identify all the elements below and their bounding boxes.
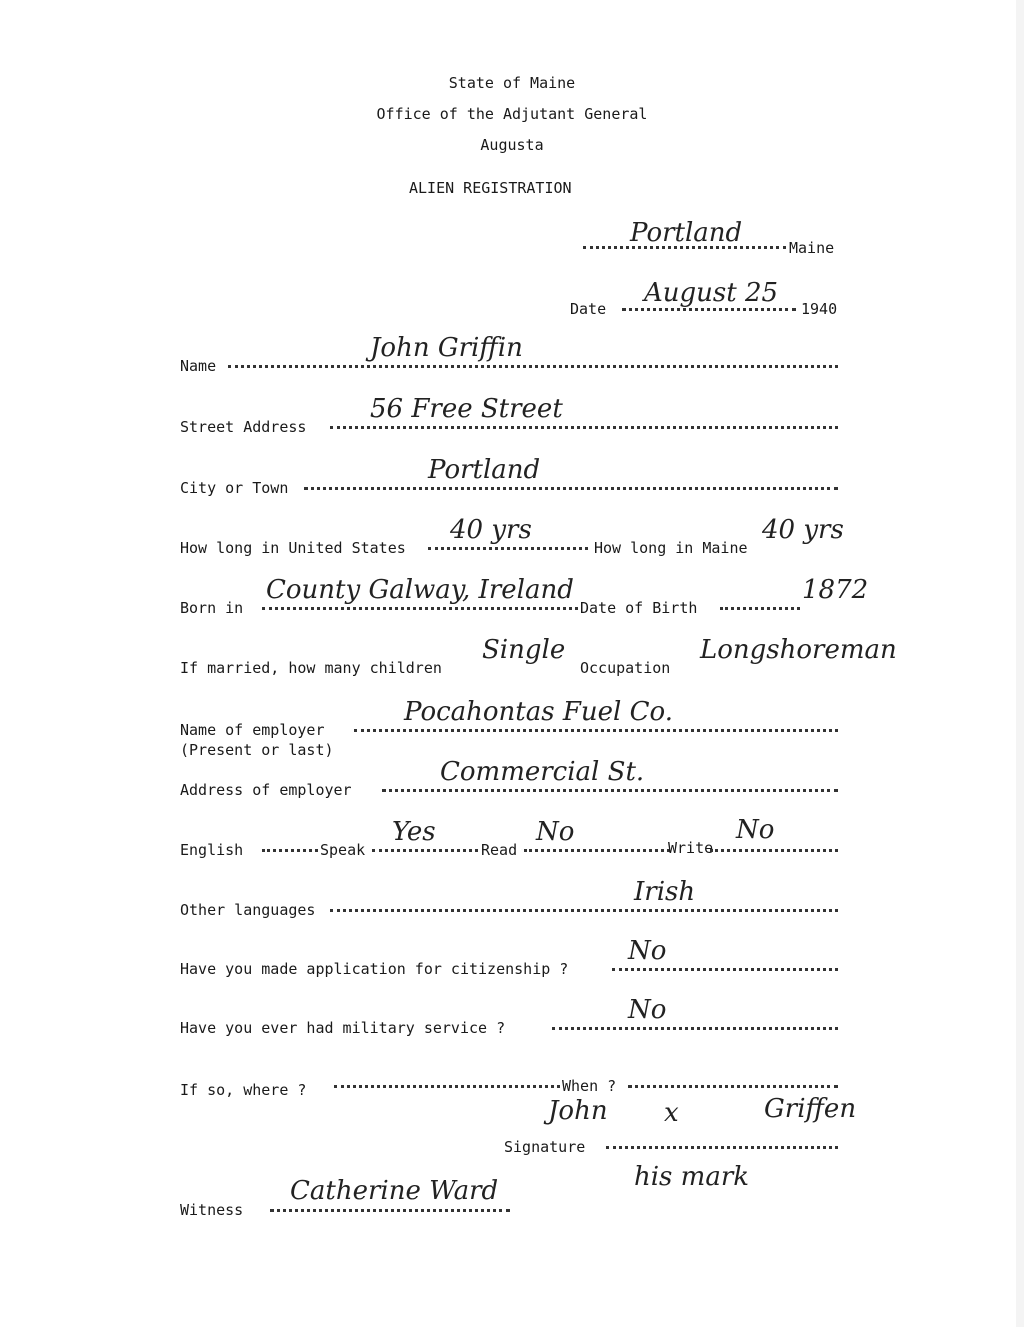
military-label: Have you ever had military service ?: [180, 1019, 506, 1037]
us-long-dots: [428, 545, 588, 550]
where-label: If so, where ?: [180, 1081, 307, 1099]
citizenship-value: No: [628, 936, 667, 966]
header-city: Augusta: [480, 136, 544, 154]
signature-dots: [606, 1144, 838, 1149]
employer-addr-label: Address of employer: [180, 781, 352, 799]
signature-mark-note: his mark: [634, 1162, 750, 1192]
occupation-value: Longshoreman: [700, 635, 897, 665]
witness-value: Catherine Ward: [290, 1176, 499, 1206]
citizenship-label: Have you made application for citizenship ?: [180, 960, 569, 978]
english-dots-1: [262, 847, 318, 852]
write-value: No: [736, 815, 775, 845]
street-dots: [330, 424, 838, 429]
born-dots: [262, 605, 578, 610]
scan-edge: [1016, 0, 1024, 1327]
street-value: 56 Free Street: [370, 394, 563, 424]
employer-value: Pocahontas Fuel Co.: [404, 697, 673, 727]
employer-sublabel: (Present or last): [180, 741, 334, 759]
other-lang-dots: [330, 907, 838, 912]
when-label: When ?: [562, 1077, 617, 1095]
date-label: Date: [570, 300, 607, 318]
employer-dots: [354, 727, 838, 732]
witness-dots: [270, 1207, 510, 1212]
english-label: English: [180, 841, 244, 859]
born-label: Born in: [180, 599, 244, 617]
name-dots: [228, 363, 838, 368]
when-dots: [628, 1083, 838, 1088]
us-long-label: How long in United States: [180, 539, 406, 557]
speak-label: Speak: [320, 841, 366, 859]
city-value: Portland: [428, 455, 541, 485]
name-label: Name: [180, 357, 217, 375]
born-value: County Galway, Ireland: [266, 575, 574, 605]
employer-addr-dots: [382, 787, 838, 792]
english-dots-3: [524, 847, 670, 852]
english-dots-2: [372, 847, 478, 852]
dob-label: Date of Birth: [580, 599, 698, 617]
employer-label: Name of employer: [180, 721, 325, 739]
form-title: ALIEN REGISTRATION: [409, 179, 572, 197]
header-state: State of Maine: [448, 74, 576, 92]
signature-mark: x: [664, 1098, 679, 1128]
where-dots: [334, 1083, 560, 1088]
english-dots-4: [710, 847, 838, 852]
signature-label: Signature: [504, 1138, 586, 1156]
signature-first: John: [548, 1096, 608, 1126]
me-long-value: 40 yrs: [762, 515, 844, 545]
speak-value: Yes: [392, 817, 436, 847]
witness-label: Witness: [180, 1201, 244, 1219]
city-dots: [304, 485, 838, 490]
employer-addr-value: Commercial St.: [440, 757, 645, 787]
name-value: John Griffin: [370, 333, 523, 363]
dob-dots: [720, 605, 800, 610]
signature-last: Griffen: [764, 1094, 857, 1124]
city-label: City or Town: [180, 479, 289, 497]
date-year: 1940: [801, 300, 838, 318]
place-value: Portland: [630, 218, 743, 248]
street-label: Street Address: [180, 418, 307, 436]
children-value: Single: [482, 635, 566, 665]
other-lang-label: Other languages: [180, 901, 316, 919]
header-office: Office of the Adjutant General: [376, 105, 648, 123]
place-suffix: Maine: [789, 239, 835, 257]
dob-value: 1872: [802, 575, 869, 605]
us-long-value: 40 yrs: [450, 515, 532, 545]
other-lang-value: Irish: [634, 877, 696, 907]
military-dots: [552, 1025, 838, 1030]
me-long-label: How long in Maine: [594, 539, 748, 557]
read-value: No: [536, 817, 575, 847]
write-label: Write: [668, 839, 714, 857]
occupation-label: Occupation: [580, 659, 671, 677]
children-label: If married, how many children: [180, 659, 442, 677]
military-value: No: [628, 995, 667, 1025]
read-label: Read: [481, 841, 518, 859]
citizenship-dots: [612, 966, 838, 971]
date-value: August 25: [644, 278, 779, 308]
